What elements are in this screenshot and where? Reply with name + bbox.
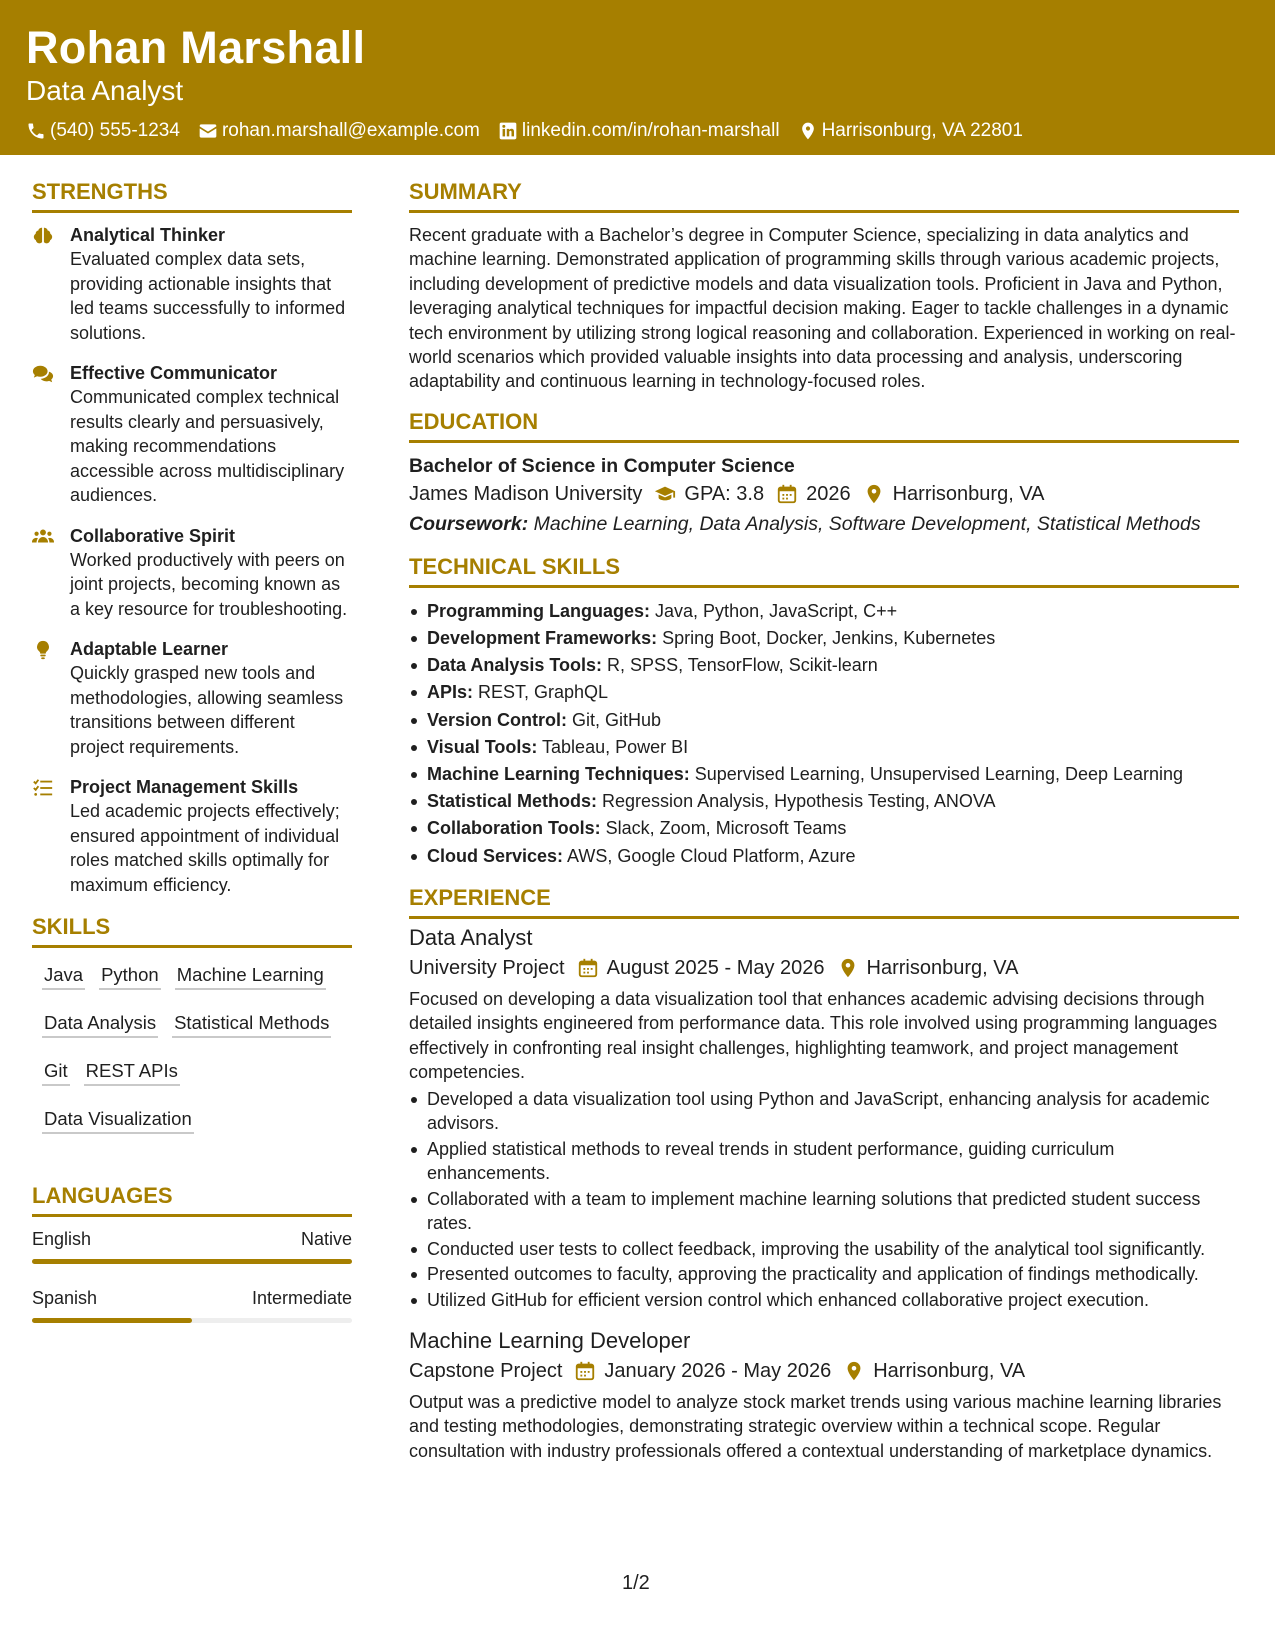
- experience-entry: [409, 923, 1239, 1312]
- candidate-role: Data Analyst: [26, 75, 184, 106]
- education-coursework: [409, 509, 1239, 539]
- strength-title: Collaborative Spirit: [70, 525, 236, 546]
- calendar-icon: [574, 1360, 596, 1382]
- strength-item: [32, 524, 352, 622]
- education-heading: EDUCATION: [409, 408, 1239, 443]
- language-name: English: [32, 1229, 92, 1249]
- technical-skills-list: [409, 598, 1239, 870]
- page-number: 1/2: [622, 1572, 650, 1594]
- language-proficiency-bar: [32, 1318, 352, 1323]
- education-school: James Madison University: [409, 482, 643, 505]
- strengths-heading: STRENGTHS: [32, 178, 352, 213]
- contact-linkedin[interactable]: [498, 120, 780, 142]
- list-item: Conducted user tests to collect feedback, improving the usability of the analytical tool significantly.: [409, 1237, 1239, 1262]
- technical-skills-heading: TECHNICAL SKILLS: [409, 553, 1239, 588]
- lightbulb-icon: [32, 639, 70, 661]
- list-item: Collaborated with a team to implement machine learning solutions that predicted student success rates.: [409, 1187, 1239, 1236]
- language-item: [32, 1227, 352, 1264]
- job-dates: January 2026 - May 2026: [604, 1360, 832, 1382]
- strength-description: Evaluated complex data sets, providing actionable insights that led teams successfully to informed solutions.: [70, 249, 346, 343]
- linkedin-icon: [498, 121, 518, 141]
- experience-heading: EXPERIENCE: [409, 884, 1239, 919]
- skill-tag: Java: [42, 962, 85, 990]
- technical-skill-label: Development Frameworks:: [427, 628, 658, 649]
- technical-skill-value: AWS, Google Cloud Platform, Azure: [563, 845, 856, 866]
- language-proficiency-bar: [32, 1259, 352, 1264]
- contact-linkedin-text: linkedin.com/in/rohan-marshall: [521, 120, 780, 141]
- phone-icon: [26, 121, 46, 141]
- job-bullets: [409, 1087, 1239, 1313]
- resume-header: [0, 0, 1275, 155]
- technical-skill-value: R, SPSS, TensorFlow, Scikit-learn: [602, 655, 878, 676]
- education-gpa: GPA: 3.8: [684, 482, 765, 505]
- education-meta: [409, 479, 1239, 509]
- technical-skill-label: APIs:: [427, 682, 474, 703]
- skill-tag: Git: [42, 1058, 70, 1086]
- list-item: [409, 707, 1239, 734]
- strength-description: Quickly grasped new tools and methodologies, allowing seamless transitions between different project requirements.: [70, 663, 344, 757]
- envelope-icon: [198, 121, 218, 141]
- skill-tag: Python: [99, 962, 161, 990]
- left-column: [32, 178, 352, 1345]
- education-year: 2026: [806, 482, 851, 505]
- language-proficiency-fill: [32, 1318, 192, 1323]
- strength-description: Led academic projects effectively; ensured appointment of individual roles matched skills optimally for maximum efficiency.: [70, 801, 340, 895]
- contact-email[interactable]: [198, 120, 480, 142]
- technical-skill-label: Cloud Services:: [427, 845, 564, 866]
- technical-skill-value: Regression Analysis, Hypothesis Testing, ANOVA: [597, 791, 996, 812]
- skill-tag: Data Visualization: [42, 1106, 194, 1134]
- list-item: [409, 761, 1239, 788]
- graduation-cap-icon: [654, 483, 676, 505]
- technical-skill-value: Spring Boot, Docker, Jenkins, Kubernetes: [657, 628, 996, 649]
- brain-icon: [32, 225, 70, 247]
- list-item: [409, 788, 1239, 815]
- summary-text: Recent graduate with a Bachelor’s degree in Computer Science, specializing in data analytics and machine learning. Demonstrated application of programming skills through various academic projects, including development of predictive models and data visualization tools. Proficient in Java and Python, leveraging analytical techniques for impactful decision making. Eager to tackle challenges in a dynamic tech environment by utilizing strong logical reasoning and collaboration. Experienced in working on real-world scenarios which provided valuable insights into data processing and analysis, underscoring adaptability and continuous learning in technology-focused roles.: [409, 225, 1236, 392]
- technical-skill-value: Git, GitHub: [567, 709, 662, 730]
- languages-heading: LANGUAGES: [32, 1182, 352, 1217]
- chat-bubbles-icon: [32, 363, 70, 385]
- experience-entry: [409, 1326, 1239, 1463]
- contact-phone[interactable]: [26, 120, 180, 142]
- job-organization: University Project: [409, 956, 565, 979]
- candidate-name: Rohan Marshall: [26, 22, 366, 73]
- language-level: Native: [300, 1229, 352, 1249]
- language-item: [32, 1286, 352, 1323]
- skill-tag: Machine Learning: [175, 962, 326, 990]
- list-item: [409, 598, 1239, 625]
- summary-heading: SUMMARY: [409, 178, 1239, 213]
- users-icon: [32, 526, 70, 548]
- strength-description: Communicated complex technical results clearly and persuasively, making recommendations accessible across multidisciplinary audiences.: [70, 387, 345, 505]
- map-pin-icon: [843, 1360, 865, 1382]
- skill-tag: Data Analysis: [42, 1010, 158, 1038]
- technical-skill-label: Visual Tools:: [427, 736, 538, 757]
- list-item: Utilized GitHub for efficient version control which enhanced collaborative project execution.: [409, 1288, 1239, 1313]
- strength-description: Worked productively with peers on joint projects, becoming known as a key resource for troubleshooting.: [70, 549, 348, 619]
- contact-location-text: Harrisonburg, VA 22801: [821, 120, 1023, 141]
- skills-list: [32, 958, 352, 1154]
- list-item: [409, 843, 1239, 870]
- list-item: Presented outcomes to faculty, approving the practicality and application of findings methodically.: [409, 1262, 1239, 1287]
- list-item: [409, 652, 1239, 679]
- job-meta: [409, 1356, 1239, 1386]
- job-title: Machine Learning Developer: [409, 1328, 691, 1353]
- list-item: [409, 625, 1239, 652]
- job-dates: August 2025 - May 2026: [606, 956, 825, 979]
- coursework-label: Coursework:: [409, 512, 529, 535]
- job-title: Data Analyst: [409, 924, 533, 950]
- map-pin-icon: [837, 957, 859, 979]
- job-location: Harrisonburg, VA: [873, 1360, 1026, 1382]
- education-location: Harrisonburg, VA: [892, 482, 1045, 505]
- technical-skill-label: Version Control:: [427, 709, 568, 730]
- calendar-icon: [577, 957, 599, 979]
- language-level: Intermediate: [251, 1288, 352, 1308]
- technical-skill-value: Slack, Zoom, Microsoft Teams: [600, 818, 847, 839]
- list-item: [409, 815, 1239, 842]
- technical-skill-value: Tableau, Power BI: [537, 736, 689, 757]
- contact-bar: [26, 120, 1249, 142]
- strength-title: Analytical Thinker: [70, 225, 226, 245]
- contact-location: [798, 120, 1023, 142]
- language-proficiency-fill: [32, 1259, 352, 1264]
- strength-title: Project Management Skills: [70, 777, 299, 797]
- right-column: [409, 178, 1239, 1463]
- strength-item: [32, 361, 352, 508]
- technical-skill-value: REST, GraphQL: [473, 682, 609, 703]
- job-location: Harrisonburg, VA: [866, 956, 1019, 979]
- job-description: Focused on developing a data visualization tool that enhances academic advising decisions through detailed insights engineered from performance data. This role involved using programming languages effectively in confronting real insight challenges, highlighting teamwork, and project management competencies.: [409, 988, 1218, 1083]
- strength-item: [32, 223, 352, 345]
- technical-skill-label: Programming Languages:: [427, 600, 651, 621]
- list-item: Applied statistical methods to reveal trends in student performance, guiding curriculum enhancements.: [409, 1137, 1239, 1186]
- coursework-list: Machine Learning, Data Analysis, Software Development, Statistical Methods: [528, 512, 1201, 535]
- map-pin-icon: [798, 121, 818, 141]
- skill-tag: REST APIs: [84, 1058, 180, 1086]
- technical-skill-label: Data Analysis Tools:: [427, 655, 603, 676]
- technical-skill-label: Machine Learning Techniques:: [427, 764, 690, 785]
- list-item: [409, 734, 1239, 761]
- list-item: [409, 679, 1239, 706]
- technical-skill-value: Supervised Learning, Unsupervised Learning, Deep Learning: [689, 764, 1184, 785]
- technical-skill-label: Collaboration Tools:: [427, 818, 601, 839]
- skill-tag: Statistical Methods: [172, 1010, 331, 1038]
- contact-email-text: rohan.marshall@example.com: [221, 120, 480, 141]
- list-check-icon: [32, 777, 70, 799]
- language-name: Spanish: [32, 1288, 98, 1308]
- job-organization: Capstone Project: [409, 1360, 563, 1382]
- strength-item: [32, 775, 352, 897]
- strength-title: Adaptable Learner: [70, 639, 229, 659]
- calendar-icon: [776, 483, 798, 505]
- contact-phone-text: (540) 555-1234: [50, 120, 180, 141]
- technical-skill-value: Java, Python, JavaScript, C++: [650, 600, 898, 621]
- job-description: Output was a predictive model to analyze stock market trends using various machine learning libraries and testing methodologies, demonstrating strategic overview within a technical scope. Regular consultation with industry professionals offered a contextual understanding of marketplace dynamics.: [409, 1392, 1222, 1461]
- strength-title: Effective Communicator: [70, 363, 278, 383]
- strength-item: [32, 637, 352, 759]
- education-degree: Bachelor of Science in Computer Science: [409, 454, 795, 477]
- technical-skill-label: Statistical Methods:: [427, 791, 598, 812]
- job-meta: [409, 953, 1239, 983]
- map-pin-icon: [863, 483, 885, 505]
- skills-heading: SKILLS: [32, 913, 352, 948]
- list-item: Developed a data visualization tool using Python and JavaScript, enhancing analysis for academic advisors.: [409, 1087, 1239, 1136]
